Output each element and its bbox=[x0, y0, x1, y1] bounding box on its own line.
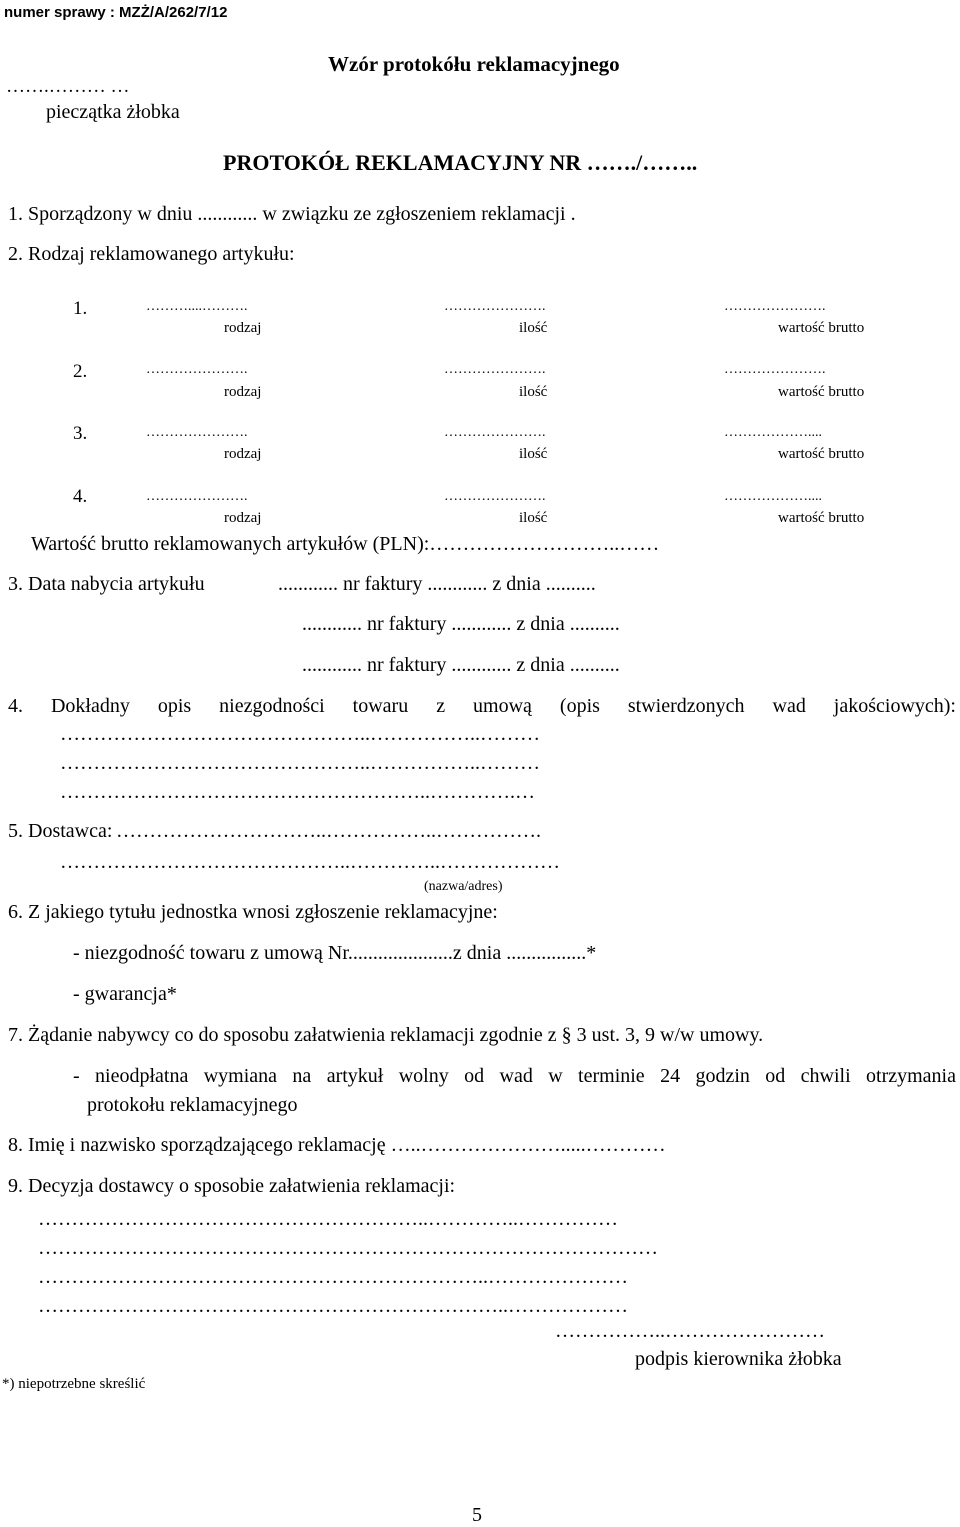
option-nonconformity: - niezgodność towaru z umową Nr.....................z dnia ................* bbox=[73, 942, 597, 964]
invoice-line: ............ nr faktury ............ z dnia .......... bbox=[302, 613, 620, 635]
quantity-label: ilość bbox=[519, 510, 548, 526]
section-4: 4. Dokładny opis niezgodności towaru z umową (opis stwierdzonych wad jakościowych): bbox=[8, 695, 956, 717]
type-field[interactable]: …………………. bbox=[146, 489, 248, 504]
description-dots[interactable]: ………………………………………..……………..……… bbox=[60, 723, 540, 745]
row-number: 2. bbox=[73, 361, 88, 382]
row-number: 4. bbox=[73, 486, 88, 507]
decision-dots[interactable]: …………………………………………………..…………..…………… bbox=[38, 1208, 618, 1230]
quantity-label: ilość bbox=[519, 320, 548, 336]
section-2: 2. Rodzaj reklamowanego artykułu: bbox=[8, 243, 295, 265]
section-1: 1. Sporządzony w dniu ............ w związku ze zgłoszeniem reklamacji . bbox=[8, 203, 576, 225]
supplier-caption: (nazwa/adres) bbox=[424, 879, 503, 894]
type-label: rodzaj bbox=[224, 446, 262, 462]
quantity-label: ilość bbox=[519, 384, 548, 400]
stamp-label: pieczątka żłobka bbox=[46, 101, 180, 123]
type-label: rodzaj bbox=[224, 384, 262, 400]
form-title: Wzór protokółu reklamacyjnego bbox=[328, 52, 620, 76]
section-6: 6. Z jakiego tytułu jednostka wnosi zgłoszenie reklamacyjne: bbox=[8, 901, 498, 923]
case-number: numer sprawy : MZŻ/A/262/7/12 bbox=[4, 4, 228, 21]
value-field[interactable]: ……………….... bbox=[724, 425, 822, 440]
type-label: rodzaj bbox=[224, 320, 262, 336]
decision-dots[interactable]: ……………………………………………………………..……………… bbox=[38, 1295, 628, 1317]
section-8: 8. Imię i nazwisko sporządzającego reklamację …..………………….....………… bbox=[8, 1134, 666, 1156]
signature-dots[interactable]: ……………..…………………… bbox=[555, 1320, 825, 1342]
option-warranty: - gwarancja* bbox=[73, 983, 177, 1005]
value-label: wartość brutto bbox=[778, 320, 865, 336]
value-label: wartość brutto bbox=[778, 510, 865, 526]
quantity-field[interactable]: …………………. bbox=[444, 489, 546, 504]
type-field[interactable]: …………………. bbox=[146, 425, 248, 440]
decision-dots[interactable]: ………………………………………………………………………………… bbox=[38, 1237, 658, 1259]
value-label: wartość brutto bbox=[778, 384, 865, 400]
protocol-title: PROTOKÓŁ REKLAMACYJNY NR ……./…….. bbox=[223, 150, 698, 175]
supplier-dots[interactable]: …………………………..……………..……………. bbox=[116, 820, 541, 842]
type-field[interactable]: …………………. bbox=[146, 362, 248, 377]
signature-label: podpis kierownika żłobka bbox=[635, 1348, 842, 1370]
supplier-dots[interactable]: ……………………………………..…………..……………… bbox=[60, 851, 560, 873]
footnote: *) niepotrzebne skreślić bbox=[2, 1376, 146, 1392]
section-9: 9. Decyzja dostawcy o sposobie załatwienia reklamacji: bbox=[8, 1175, 456, 1197]
value-field[interactable]: …………………. bbox=[724, 299, 826, 314]
value-field[interactable]: …………………. bbox=[724, 362, 826, 377]
page-number: 5 bbox=[472, 1504, 482, 1526]
row-number: 3. bbox=[73, 423, 88, 444]
row-number: 1. bbox=[73, 298, 88, 319]
quantity-label: ilość bbox=[519, 446, 548, 462]
section-7: 7. Żądanie nabywcy co do sposobu załatwienia reklamacji zgodnie z § 3 ust. 3, 9 w/w umowy. bbox=[8, 1024, 764, 1046]
request-text-continued: protokołu reklamacyjnego bbox=[87, 1094, 298, 1116]
invoice-line: ............ nr faktury ............ z dnia .......... bbox=[302, 654, 620, 676]
type-label: rodzaj bbox=[224, 510, 262, 526]
value-label: wartość brutto bbox=[778, 446, 865, 462]
invoice-line: ............ nr faktury ............ z dnia .......... bbox=[278, 573, 596, 595]
description-dots[interactable]: ………………………………………..……………..……… bbox=[60, 752, 540, 774]
quantity-field[interactable]: …………………. bbox=[444, 362, 546, 377]
request-text: - nieodpłatna wymiana na artykuł wolny od wad w terminie 24 godzin od chwili otrzymania bbox=[73, 1065, 956, 1087]
total-value-line: Wartość brutto reklamowanych artykułów (PLN):………………………..…… bbox=[31, 533, 660, 555]
section-5: 5. Dostawca: bbox=[8, 820, 113, 842]
description-dots[interactable]: ………………………………………………..………….… bbox=[60, 781, 535, 803]
section-3: 3. Data nabycia artykułu bbox=[8, 573, 205, 595]
stamp-dots: …….……… … bbox=[6, 76, 130, 97]
quantity-field[interactable]: …………………. bbox=[444, 425, 546, 440]
value-field[interactable]: ……………….... bbox=[724, 489, 822, 504]
decision-dots[interactable]: …………………………………………………………..………………… bbox=[38, 1266, 628, 1288]
quantity-field[interactable]: …………………. bbox=[444, 299, 546, 314]
type-field[interactable]: ………....………. bbox=[146, 299, 248, 314]
